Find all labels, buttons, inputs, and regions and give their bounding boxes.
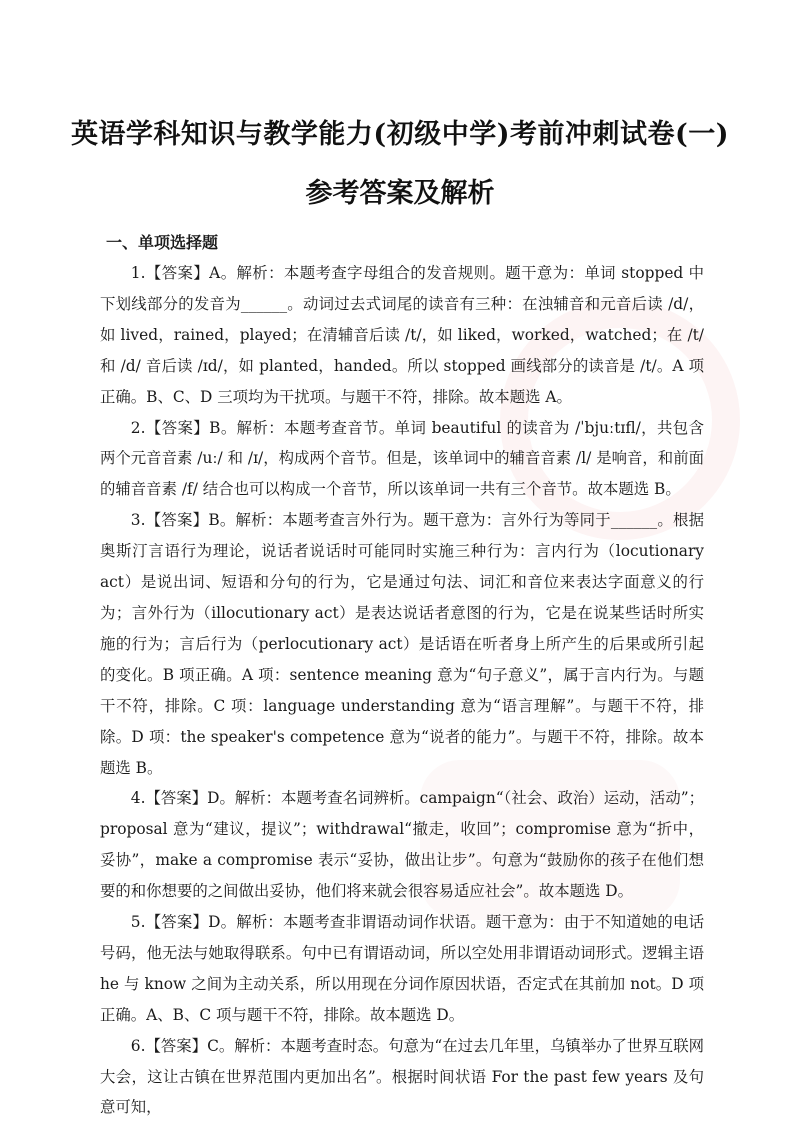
page-subtitle: 参考答案及解析 [305,178,495,209]
page-title: 英语学科知识与教学能力(初级中学)考前冲刺试卷(一) [70,119,730,150]
answer-tag: 【答案】 [145,1036,208,1055]
answer-text: C。解析：本题考查时态。句意为“在过去几年里，乌镇举办了世界互联网大会，这让古镇在世界范围内更加出名”。根据时间状语 For the past few years 及句意可知， [100,1036,704,1117]
answer-tag: 【答案】 [145,264,210,282]
answer-item-3 [100,505,704,783]
answer-text: A。解析：本题考查字母组合的发音规则。题干意为：单词 stopped 中下划线部分的发音为______。动词过去式词尾的读音有三种：在浊辅音和元音后读 /d/，如 lived，rained，played；在清辅音后读 /t/，如 liked，worked，watched；在 /t/ 和 /d/ 音后读 /ɪd/，如 planted，handed。所以 stopped 画线部分的读音是 /t/。A 项正确。B、C、D 三项均为干扰项。与题干不符，排除。故本题选 A。 [100,264,704,406]
answer-text: D。解析：本题考查名词辨析。campaign“（社会、政治）运动，活动”；proposal 意为“建议，提议”；withdrawal“撤走，收回”；compromise 意为“折中，妥协”，make a compromise 表示“妥协，做出让步”。句意为“鼓励你的孩子在他们想要的和你想要的之间做出妥协，他们将来就会很容易适应社会”。故本题选 D。 [100,789,704,901]
answer-tag: 【答案】 [145,913,209,932]
section-heading: 一、单项选择题 [106,233,219,252]
answer-item-4 [100,783,704,907]
answer-tag: 【答案】 [145,511,209,530]
answer-item-1 [100,258,704,413]
answer-number: 5. [130,913,146,932]
answer-tag: 【答案】 [145,789,208,808]
answer-text: B。解析：本题考查言外行为。题干意为：言外行为等同于______。根据奥斯汀言语行为理论，说话者说话时可能同时实施三种行为：言内行为（locutionary act）是说出词、短语和分句的行为，它是通过句法、词汇和音位来表达字面意义的行为；言外行为（illocutionary act）是表达说话者意图的行为，它是在说某些话时所实施的行为；言后行为（perlocutionary act）是话语在听者身上所产生的后果或所引起的变化。B 项正确。A 项：sentence meaning 意为“句子意义”，属于言内行为。与题干不符，排除。C 项：language understanding 意为“语言理解”。与题干不符，排除。D 项：the speaker's competence 意为“说者的能力”。与题干不符，排除。故本题选 B。 [100,511,704,777]
answer-tag: 【答案】 [145,418,210,437]
answer-number: 4. [130,789,146,808]
answer-item-6 [100,1031,704,1123]
answer-number: 6. [130,1036,146,1055]
answer-number: 2. [130,418,146,437]
answer-item-2 [100,413,704,506]
answer-number: 3. [130,511,146,530]
answer-text: D。解析：本题考查非谓语动词作状语。题干意为：由于不知道她的电话号码，他无法与她取得联系。句中已有谓语动词，所以空处用非谓语动词形式。逻辑主语 he 与 know 之间为主动关系，所以用现在分词作原因状语，否定式在其前加 not。D 项正确。A、B、C 项与题干不符，排除。故本题选 D。 [100,913,704,1024]
answer-item-5 [100,907,704,1031]
answers-body [100,258,704,1123]
answer-text: B。解析：本题考查音节。单词 beautiful 的读音为 /ˈbjuːtɪfl/，共包含两个元音音素 /uː/ 和 /ɪ/，构成两个音节。但是，该单词中的辅音音素 /l/ 是响音，和前面的辅音音素 /f/ 结合也可以构成一个音节，所以该单词一共有三个音节。故本题选 B。 [100,418,704,499]
answer-number: 1. [130,264,146,282]
